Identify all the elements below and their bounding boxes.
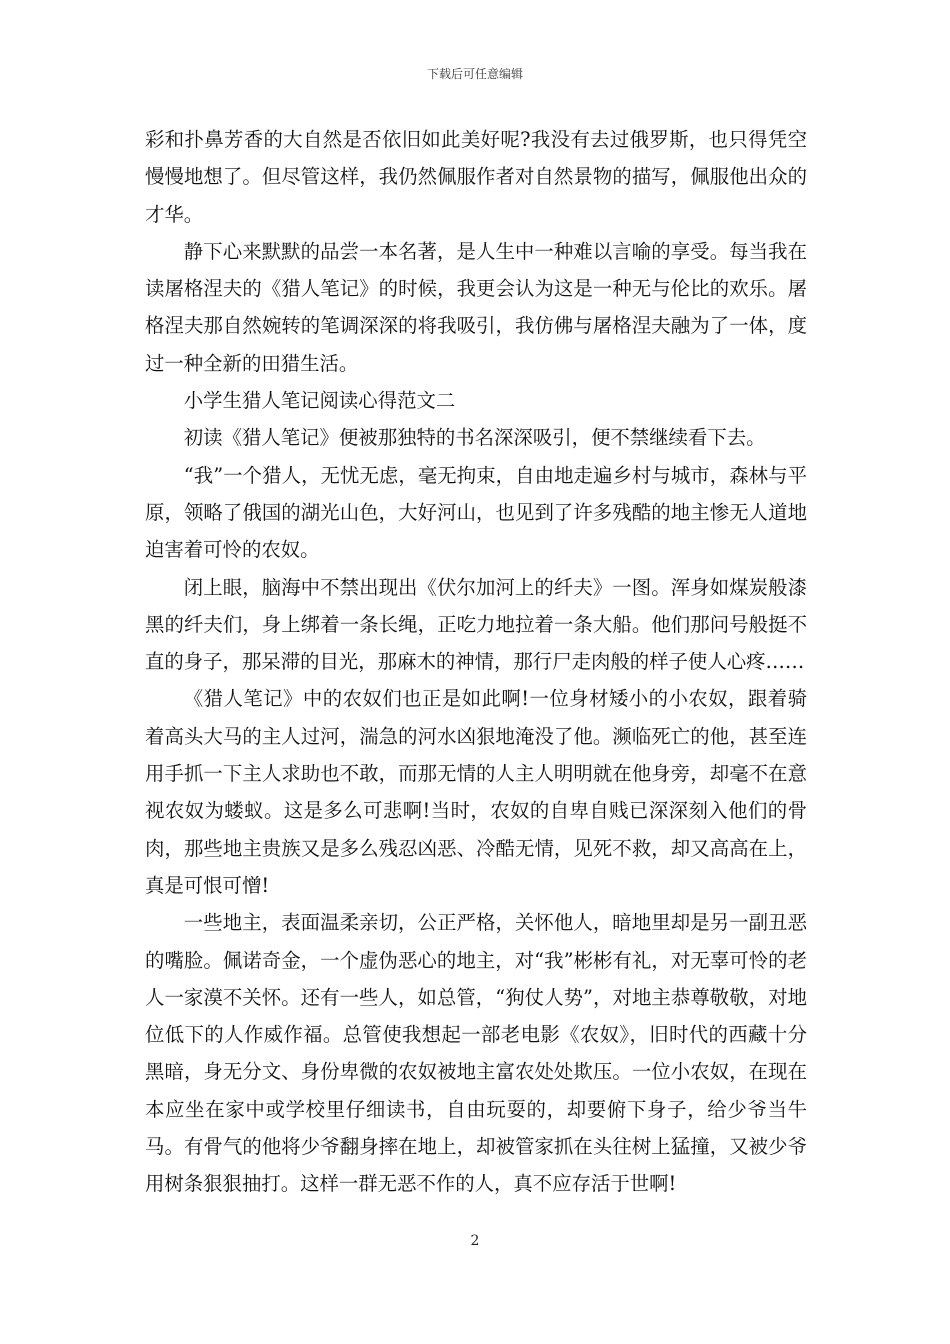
section-heading: 小学生猎人笔记阅读心得范文二 (183, 389, 456, 413)
paragraph: 静下心来默默的品尝一本名著，是人生中一种难以言喻的享受。每当我在读屠格涅夫的《猎人笔记》的时候，我更会认为这是一种无与伦比的欢乐。屠格涅夫那自然婉转的笔调深深的将我吸引，我仿佛与屠格涅夫融为了一体，度过一种全新的田猎生活。 (145, 239, 807, 375)
paragraph: 《猎人笔记》中的农奴们也正是如此啊!一位身材矮小的小农奴，跟着骑着高头大马的主人过河，湍急的河水凶狠地淹没了他。濒临死亡的他，甚至连用手抓一下主人求助也不敢，而那无情的人主人明明就在他身旁，却毫不在意视农奴为蝼蚁。这是多么可悲啊!当时，农奴的自卑自贱已深深刻入他们的骨肉，那些地主贵族又是多么残忍凶恶、冷酷无情，见死不救，却又高高在上，真是可恨可憎! (145, 687, 807, 897)
paragraph: “我”一个猎人，无忧无虑，毫无拘束，自由地走遍乡村与城市，森林与平原，领略了俄国的湖光山色，大好河山，也见到了许多残酷的地主惨无人道地迫害着可怜的农奴。 (145, 463, 807, 562)
page-header: 下载后可任意编辑 (426, 67, 523, 81)
paragraph: 一些地主，表面温柔亲切，公正严格，关怀他人，暗地里却是另一副丑恶的嘴脸。佩诺奇金，一个虚伪恶心的地主，对“我”彬彬有礼，对无辜可怜的老人一家漠不关怀。还有一些人，如总管，“狗仗人势”，对地主恭尊敬敬，对地位低下的人作威作福。总管使我想起一部老电影《农奴》，旧时代的西藏十分黑暗，身无分文、身份卑微的农奴被地主富农处处欺压。一位小农奴，在现在本应坐在家中或学校里仔细读书，自由玩耍的，却要俯下身子，给少爷当牛马。有骨气的他将少爷翻身摔在地上，却被管家抓在头往树上猛撞，又被少爷用树条狠狠抽打。这样一群无恶不作的人，真不应存活于世啊! (145, 911, 807, 1196)
paragraph: 彩和扑鼻芳香的大自然是否依旧如此美好呢?我没有去过俄罗斯，也只得凭空慢慢地想了。但尽管这样，我仍然佩服作者对自然景物的描写，佩服他出众的才华。 (145, 128, 807, 226)
paragraph: 闭上眼，脑海中不禁出现出《伏尔加河上的纤夫》一图。浑身如煤炭般漆黑的纤夫们，身上绑着一条长绳，正吃力地拉着一条大船。他们那问号般挺不直的身子，那呆滞的目光，那麻木的神情，那行尸走肉般的样子使人心疼…… (145, 575, 807, 674)
body-text (145, 121, 807, 1203)
page-number: 2 (470, 1233, 480, 1249)
paragraph: 初读《猎人笔记》便被那独特的书名深深吸引，便不禁继续看下去。 (183, 426, 766, 450)
